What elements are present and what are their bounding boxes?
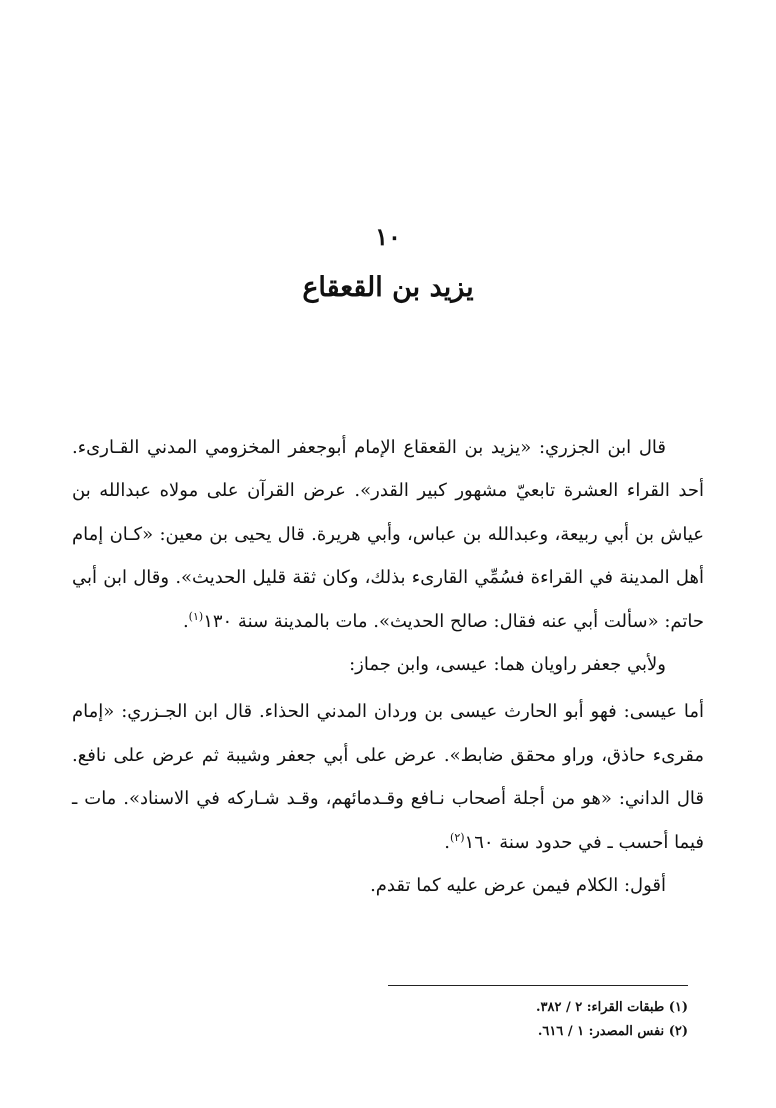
footnote-divider — [388, 985, 688, 986]
footnotes — [288, 996, 688, 1044]
paragraph-4-text: أقول: الكلام فيمن عرض عليه كما تقدم. — [370, 875, 666, 897]
chapter-title: يزيد بن القعقاع — [302, 272, 474, 303]
paragraph-1-end: . — [182, 610, 189, 632]
paragraph-2-text: ولأبي جعفر راويان هما: عيسى، وابن جماز: — [349, 654, 666, 676]
footnote-1: (١) طبقات القراء: ٢ / ٣٨٢. — [535, 1000, 688, 1015]
footnote-ref-1: (١) — [188, 609, 204, 623]
body-text — [72, 426, 704, 907]
chapter-number: ١٠ — [375, 222, 401, 251]
paragraph-1-text: قال ابن الجزري: «يزيد بن القعقاع الإمام أبوجعفر المخزومي المدني القـارىء. أحد القراء العشرة تابعيّ مشهور كبير القدر». عرض القرآن على مولاه عبدالله بن عياش بن أبي ربيعة، وعبدالله بن عباس، وأبي هريرة. قال يحيى بن معين: «كـان إمام أهل المدينة في القراءة فسُمِّي القارىء بذلك، وكان ثقة قليل الحديث». وقال ابن أبي حاتم: «سألت أبي عنه فقال: صالح الحديث». مات بالمدينة سنة ١٣٠ — [72, 437, 704, 632]
footnote-ref-2: (٢) — [450, 830, 465, 844]
footnote-2: (٢) نفس المصدر: ١ / ٦١٦. — [537, 1024, 688, 1039]
paragraph-3-text: أما عيسى: فهو أبو الحارث عيسى بن وردان المدني الحذاء. قال ابن الجـزري: «إمام مقرىء حاذق، وراو محقق ضابط». عرض على أبي جعفر وشيبة ثم عرض على نافع. قال الداني: «هو من أجلة أصحاب نـافع وقـدمائهم، وقـد شـاركه في الاسناد». مات ـ فيما أحسب ـ في حدود سنة ١٦٠ — [72, 701, 704, 853]
paragraph-2 — [72, 643, 704, 686]
paragraph-3 — [72, 690, 704, 864]
paragraph-3-end: . — [444, 831, 451, 853]
paragraph-4 — [72, 864, 704, 907]
paragraph-1 — [72, 426, 704, 643]
